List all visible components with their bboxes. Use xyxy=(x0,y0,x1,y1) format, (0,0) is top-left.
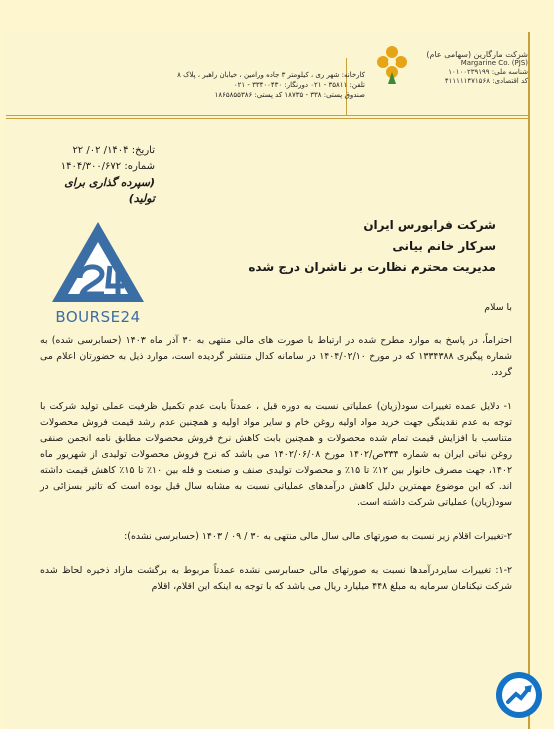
letter-date: تاریخ: ۱۴۰۴/ ۰۲/ ۲۲ xyxy=(72,145,155,156)
letter-meta xyxy=(45,143,155,207)
paragraph-item-2-1: ۱-۲: تغییرات سایردرآمدها نسبت به صورتهای مالی حسابرسی نشده عمدتاً مربوط به برگشت مازاد ذخیره لحاظ شده شرکت نیکنامان سرمایه به مبلغ ۴۴۸ میلیارد ریال می باشد که با توجه به اینکه این اقلام، اقلام xyxy=(40,565,512,592)
watermark-text: BOURSE24 xyxy=(55,308,141,326)
addressee-person: سرکار خانم بیانی xyxy=(392,239,496,253)
addressee-dept: مدیریت محترم نظارت بر ناشران درج شده xyxy=(248,260,496,274)
company-block xyxy=(418,50,528,86)
greeting: با سلام xyxy=(484,302,512,313)
paragraph-item-2: ۲-تغییرات اقلام زیر نسبت به صورتهای مالی سال مالی منتهی به ۳۰ / ۰۹ / ۱۴۰۳ (حسابرسی نشده): xyxy=(124,531,512,542)
po-box: صندوق پستی: ۳۳۸ - ۱۸۷۳۵ کد پستی: ۱۸۶۵۸۵۵۳۸۶ xyxy=(214,91,365,99)
company-name-fa: شرکت مارگارین (سهامی عام) xyxy=(426,50,528,59)
letter-body xyxy=(40,300,512,595)
economic-code: کد اقتصادی: ۴۱۱۱۱۱۴۷۱۵۶۸ xyxy=(444,77,528,85)
national-id: شناسه ملی: ۱۰۱۰۰۲۳۹۱۹۹ xyxy=(448,68,528,76)
letter-number: شماره: ۱۴۰۴/۳۰۰/۶۷۲ xyxy=(60,161,155,172)
handwritten-note: (سپرده گذاری برای تولید) xyxy=(64,176,155,205)
paragraph-item-1: ۱- دلایل عمده تغییرات سود(زیان) عملیاتی نسبت به دوره قبل ، عمدتاً بابت عدم تکمیل ظرفیت عملی تولید شرکت با توجه به عدم نقدینگی جهت خرید مواد اولیه روغن خام و سایر مواد اولیه و همچنین عدم رشد قیمت فروش محصولات متناسب با افزایش قیمت تمام شده محصولات و همچنین بابت کاهش نرخ فروش محصولات مطابق نامه انجمن صنفی روغن نباتی ایران به شماره ۳۳۴ص/۱۴۰۲ مورخ ۱۴۰۲/۰۶/۰۸ می باشد که نرخ فروش محصولات تولیدی از شهریور ماه ۱۴۰۲، جهت مصرف خانوار بین ۱۲٪ تا ۱۵٪ و محصولات تولیدی صنف و صنعت و فله بین ۱۰٪ تا ۱۵٪ کاهش قیمت داشته اند. که این موضوع مهمترین دلیل کاهش درآمدهای عملیاتی نسبت به مشابه سال قبل بوده است که تاثیر بسزائی در سود(زیان) عملیاتی شرکت داشته است. xyxy=(40,401,513,508)
addressee-block xyxy=(200,215,496,278)
addressee-org: شرکت فرابورس ایران xyxy=(363,218,496,232)
factory-address: کارخانه: شهر ری ، کیلومتر ۳ جاده ورامین ، خیابان راهبر ، پلاک ۸ xyxy=(177,71,365,79)
company-logo-icon xyxy=(372,42,412,88)
company-name-en: Margarine Co. (PJS) xyxy=(460,59,528,67)
header-rule xyxy=(6,115,528,116)
header-rule-inner xyxy=(6,118,528,119)
bourse-badge-icon xyxy=(496,672,542,718)
contact-block xyxy=(150,70,365,100)
paragraph-intro: احتراماً، در پاسخ به موارد مطرح شده در ارتباط با صورت های مالی منتهی به ۳۰ آذر ماه ۱۴۰۳ (حسابرسی شده) به شماره پیگیری ۱۳۳۴۳۸۸ که در مورخ ۱۴۰۴/۰۲/۱۰ در سامانه کدال منتشر گردیده است، موارد ذیل به حضورتان اعلام می گردد. xyxy=(40,335,512,378)
phone-fax: تلفن: ۳۵۸۱۱ - ۰۲۱ دورنگار: ۳۳۴۰۰۴۳۰ - ۰۲۱ xyxy=(233,81,365,89)
